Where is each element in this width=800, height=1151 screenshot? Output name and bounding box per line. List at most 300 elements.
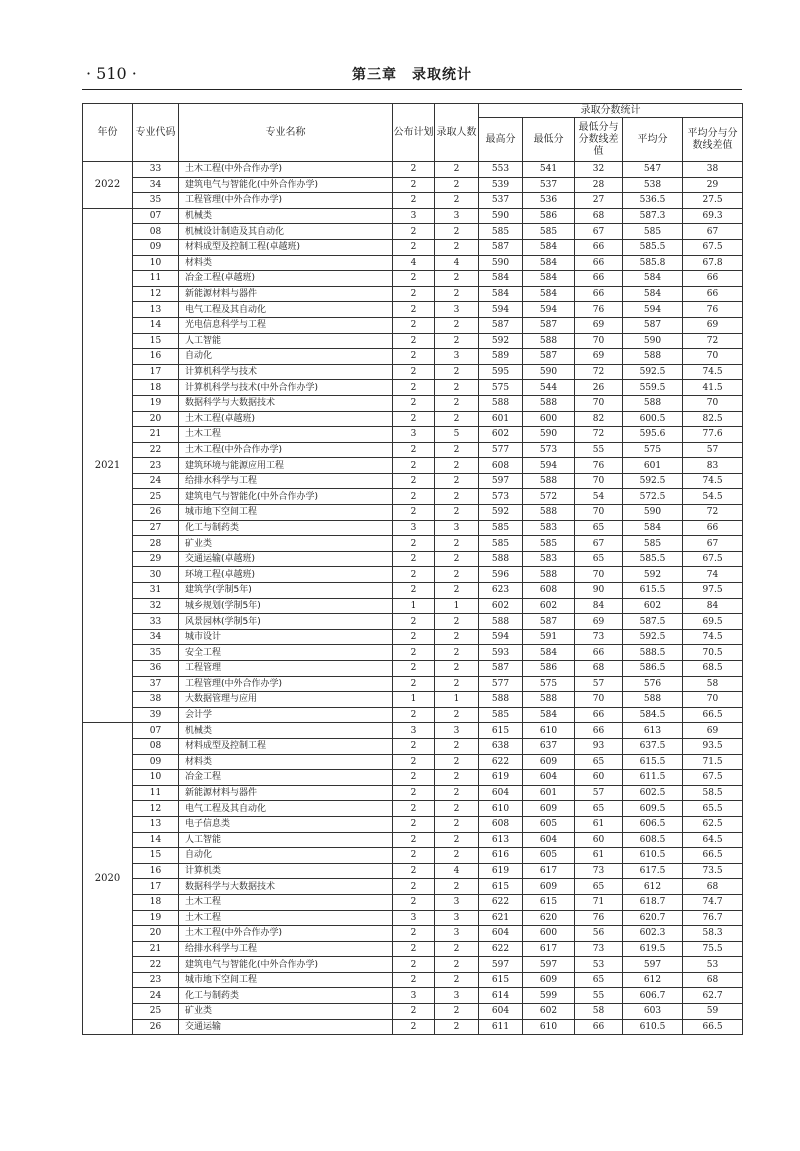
major-name: 会计学 <box>179 707 393 723</box>
header-name: 专业名称 <box>179 104 393 162</box>
admitted-count: 2 <box>435 629 479 645</box>
major-code: 12 <box>133 801 179 817</box>
major-code: 27 <box>133 520 179 536</box>
max-score: 584 <box>479 286 523 302</box>
avg-diff: 29 <box>683 177 743 193</box>
header-min-score: 最低分 <box>523 118 575 162</box>
max-score: 575 <box>479 380 523 396</box>
major-code: 25 <box>133 1004 179 1020</box>
max-score: 594 <box>479 629 523 645</box>
table-row <box>83 614 743 630</box>
max-score: 597 <box>479 957 523 973</box>
min-diff: 54 <box>575 489 623 505</box>
major-name: 数据科学与大数据技术 <box>179 879 393 895</box>
min-score: 585 <box>523 536 575 552</box>
max-score: 608 <box>479 816 523 832</box>
max-score: 621 <box>479 910 523 926</box>
major-name: 建筑电气与智能化(中外合作办学) <box>179 957 393 973</box>
max-score: 608 <box>479 458 523 474</box>
admitted-count: 2 <box>435 567 479 583</box>
major-code: 20 <box>133 411 179 427</box>
min-diff: 66 <box>575 239 623 255</box>
planned-count: 2 <box>393 926 435 942</box>
max-score: 588 <box>479 692 523 708</box>
page-number: · 510 · <box>86 64 137 83</box>
table-row <box>83 473 743 489</box>
avg-score: 608.5 <box>623 832 683 848</box>
avg-diff: 82.5 <box>683 411 743 427</box>
admitted-count: 3 <box>435 894 479 910</box>
planned-count: 2 <box>393 551 435 567</box>
major-code: 11 <box>133 271 179 287</box>
max-score: 613 <box>479 832 523 848</box>
max-score: 585 <box>479 224 523 240</box>
avg-score: 588 <box>623 692 683 708</box>
table-row <box>83 536 743 552</box>
min-diff: 60 <box>575 770 623 786</box>
max-score: 594 <box>479 302 523 318</box>
avg-score: 587.3 <box>623 208 683 224</box>
min-diff: 66 <box>575 645 623 661</box>
min-diff: 69 <box>575 317 623 333</box>
admitted-count: 1 <box>435 598 479 614</box>
admitted-count: 2 <box>435 317 479 333</box>
planned-count: 2 <box>393 661 435 677</box>
avg-score: 615.5 <box>623 754 683 770</box>
max-score: 595 <box>479 364 523 380</box>
avg-diff: 68.5 <box>683 661 743 677</box>
major-name: 建筑电气与智能化(中外合作办学) <box>179 489 393 505</box>
min-diff: 90 <box>575 583 623 599</box>
max-score: 592 <box>479 333 523 349</box>
avg-score: 584 <box>623 520 683 536</box>
header-avg-score: 平均分 <box>623 118 683 162</box>
planned-count: 2 <box>393 894 435 910</box>
table-row <box>83 661 743 677</box>
max-score: 588 <box>479 395 523 411</box>
major-code: 34 <box>133 177 179 193</box>
min-diff: 66 <box>575 707 623 723</box>
page-header <box>82 64 742 86</box>
major-name: 土木工程 <box>179 910 393 926</box>
avg-diff: 58.5 <box>683 785 743 801</box>
admitted-count: 2 <box>435 458 479 474</box>
admitted-count: 2 <box>435 380 479 396</box>
admitted-count: 3 <box>435 723 479 739</box>
avg-diff: 38 <box>683 162 743 178</box>
major-code: 19 <box>133 910 179 926</box>
planned-count: 2 <box>393 1019 435 1035</box>
max-score: 588 <box>479 551 523 567</box>
planned-count: 3 <box>393 520 435 536</box>
admission-statistics-table <box>82 103 743 1035</box>
avg-score: 588 <box>623 395 683 411</box>
avg-diff: 72 <box>683 333 743 349</box>
avg-diff: 66 <box>683 271 743 287</box>
min-score: 588 <box>523 567 575 583</box>
min-score: 605 <box>523 848 575 864</box>
max-score: 590 <box>479 255 523 271</box>
min-diff: 65 <box>575 520 623 536</box>
planned-count: 2 <box>393 473 435 489</box>
max-score: 614 <box>479 988 523 1004</box>
max-score: 573 <box>479 489 523 505</box>
table-row <box>83 832 743 848</box>
major-name: 给排水科学与工程 <box>179 941 393 957</box>
major-name: 计算机科学与技术 <box>179 364 393 380</box>
avg-diff: 66.5 <box>683 707 743 723</box>
major-code: 29 <box>133 551 179 567</box>
max-score: 587 <box>479 239 523 255</box>
table-row <box>83 317 743 333</box>
min-diff: 65 <box>575 972 623 988</box>
planned-count: 2 <box>393 567 435 583</box>
min-diff: 76 <box>575 302 623 318</box>
min-diff: 32 <box>575 162 623 178</box>
avg-score: 612 <box>623 972 683 988</box>
planned-count: 2 <box>393 832 435 848</box>
min-score: 601 <box>523 785 575 801</box>
major-code: 23 <box>133 972 179 988</box>
major-name: 工程管理 <box>179 661 393 677</box>
min-diff: 70 <box>575 567 623 583</box>
min-diff: 56 <box>575 926 623 942</box>
planned-count: 2 <box>393 1004 435 1020</box>
avg-score: 584.5 <box>623 707 683 723</box>
major-name: 风景园林(学制5年) <box>179 614 393 630</box>
major-name: 矿业类 <box>179 1004 393 1020</box>
major-code: 24 <box>133 473 179 489</box>
table-row <box>83 224 743 240</box>
max-score: 619 <box>479 863 523 879</box>
avg-score: 602.3 <box>623 926 683 942</box>
admitted-count: 2 <box>435 489 479 505</box>
min-score: 587 <box>523 317 575 333</box>
avg-score: 592.5 <box>623 364 683 380</box>
major-code: 13 <box>133 816 179 832</box>
planned-count: 2 <box>393 364 435 380</box>
planned-count: 2 <box>393 536 435 552</box>
min-score: 609 <box>523 879 575 895</box>
table-row <box>83 427 743 443</box>
avg-score: 595.6 <box>623 427 683 443</box>
planned-count: 2 <box>393 162 435 178</box>
planned-count: 3 <box>393 988 435 1004</box>
major-name: 新能源材料与器件 <box>179 286 393 302</box>
table-row <box>83 957 743 973</box>
min-diff: 65 <box>575 754 623 770</box>
avg-diff: 69.3 <box>683 208 743 224</box>
major-code: 30 <box>133 567 179 583</box>
avg-score: 547 <box>623 162 683 178</box>
avg-diff: 72 <box>683 505 743 521</box>
admitted-count: 2 <box>435 224 479 240</box>
planned-count: 2 <box>393 333 435 349</box>
table-row <box>83 770 743 786</box>
min-score: 573 <box>523 442 575 458</box>
planned-count: 2 <box>393 349 435 365</box>
avg-diff: 76 <box>683 302 743 318</box>
major-code: 25 <box>133 489 179 505</box>
avg-score: 538 <box>623 177 683 193</box>
min-diff: 61 <box>575 848 623 864</box>
major-code: 22 <box>133 957 179 973</box>
max-score: 584 <box>479 271 523 287</box>
admitted-count: 2 <box>435 536 479 552</box>
avg-diff: 74.7 <box>683 894 743 910</box>
min-diff: 73 <box>575 629 623 645</box>
avg-score: 602 <box>623 598 683 614</box>
min-diff: 76 <box>575 910 623 926</box>
header-admitted: 录取人数 <box>435 104 479 162</box>
major-code: 33 <box>133 162 179 178</box>
min-score: 572 <box>523 489 575 505</box>
avg-score: 617.5 <box>623 863 683 879</box>
major-code: 35 <box>133 645 179 661</box>
major-name: 土木工程(中外合作办学) <box>179 926 393 942</box>
major-name: 机械设计制造及其自动化 <box>179 224 393 240</box>
planned-count: 1 <box>393 692 435 708</box>
major-name: 工程管理(中外合作办学) <box>179 676 393 692</box>
major-name: 化工与制药类 <box>179 988 393 1004</box>
max-score: 587 <box>479 317 523 333</box>
avg-diff: 67.8 <box>683 255 743 271</box>
table-row <box>83 567 743 583</box>
table-row <box>83 801 743 817</box>
min-diff: 69 <box>575 349 623 365</box>
min-score: 609 <box>523 754 575 770</box>
major-name: 土木工程(中外合作办学) <box>179 162 393 178</box>
max-score: 577 <box>479 676 523 692</box>
max-score: 615 <box>479 723 523 739</box>
avg-diff: 62.5 <box>683 816 743 832</box>
planned-count: 2 <box>393 738 435 754</box>
admitted-count: 2 <box>435 1004 479 1020</box>
min-score: 615 <box>523 894 575 910</box>
planned-count: 2 <box>393 707 435 723</box>
min-score: 609 <box>523 801 575 817</box>
min-diff: 73 <box>575 941 623 957</box>
min-diff: 67 <box>575 536 623 552</box>
avg-diff: 27.5 <box>683 193 743 209</box>
avg-diff: 75.5 <box>683 941 743 957</box>
admitted-count: 2 <box>435 754 479 770</box>
avg-diff: 67.5 <box>683 239 743 255</box>
avg-score: 606.5 <box>623 816 683 832</box>
avg-score: 609.5 <box>623 801 683 817</box>
major-code: 09 <box>133 239 179 255</box>
table-row <box>83 738 743 754</box>
avg-score: 592 <box>623 567 683 583</box>
major-name: 工程管理(中外合作办学) <box>179 193 393 209</box>
table-row <box>83 286 743 302</box>
table-row <box>83 193 743 209</box>
min-score: 585 <box>523 224 575 240</box>
major-code: 11 <box>133 785 179 801</box>
admitted-count: 5 <box>435 427 479 443</box>
avg-diff: 76.7 <box>683 910 743 926</box>
major-name: 土木工程 <box>179 427 393 443</box>
avg-score: 613 <box>623 723 683 739</box>
avg-diff: 83 <box>683 458 743 474</box>
major-name: 土木工程(卓越班) <box>179 411 393 427</box>
avg-score: 587 <box>623 317 683 333</box>
major-name: 给排水科学与工程 <box>179 473 393 489</box>
table-row <box>83 442 743 458</box>
max-score: 597 <box>479 473 523 489</box>
min-score: 588 <box>523 692 575 708</box>
table-row <box>83 239 743 255</box>
planned-count: 2 <box>393 879 435 895</box>
avg-diff: 74 <box>683 567 743 583</box>
admitted-count: 2 <box>435 738 479 754</box>
admitted-count: 4 <box>435 255 479 271</box>
planned-count: 2 <box>393 489 435 505</box>
major-name: 城市设计 <box>179 629 393 645</box>
major-name: 城乡规划(学制5年) <box>179 598 393 614</box>
table-row <box>83 645 743 661</box>
min-score: 604 <box>523 770 575 786</box>
major-code: 17 <box>133 879 179 895</box>
min-diff: 93 <box>575 738 623 754</box>
min-score: 600 <box>523 926 575 942</box>
admitted-count: 2 <box>435 395 479 411</box>
min-score: 587 <box>523 349 575 365</box>
min-score: 617 <box>523 941 575 957</box>
planned-count: 3 <box>393 723 435 739</box>
table-row <box>83 1004 743 1020</box>
avg-diff: 69 <box>683 317 743 333</box>
major-code: 22 <box>133 442 179 458</box>
major-name: 新能源材料与器件 <box>179 785 393 801</box>
major-code: 21 <box>133 427 179 443</box>
planned-count: 2 <box>393 302 435 318</box>
table-row <box>83 863 743 879</box>
major-name: 人工智能 <box>179 832 393 848</box>
max-score: 602 <box>479 427 523 443</box>
major-name: 环境工程(卓越班) <box>179 567 393 583</box>
min-diff: 57 <box>575 676 623 692</box>
avg-score: 585.5 <box>623 551 683 567</box>
avg-diff: 74.5 <box>683 364 743 380</box>
min-diff: 69 <box>575 614 623 630</box>
min-score: 610 <box>523 723 575 739</box>
table-row <box>83 583 743 599</box>
min-diff: 60 <box>575 832 623 848</box>
planned-count: 2 <box>393 676 435 692</box>
avg-diff: 69.5 <box>683 614 743 630</box>
min-score: 584 <box>523 707 575 723</box>
avg-score: 575 <box>623 442 683 458</box>
max-score: 602 <box>479 598 523 614</box>
admitted-count: 4 <box>435 863 479 879</box>
max-score: 616 <box>479 848 523 864</box>
max-score: 615 <box>479 972 523 988</box>
admitted-count: 2 <box>435 286 479 302</box>
table-row <box>83 271 743 287</box>
table-row <box>83 177 743 193</box>
avg-diff: 93.5 <box>683 738 743 754</box>
year-cell: 2020 <box>83 723 133 1035</box>
admitted-count: 2 <box>435 177 479 193</box>
min-score: 602 <box>523 1004 575 1020</box>
major-code: 15 <box>133 848 179 864</box>
planned-count: 2 <box>393 458 435 474</box>
year-cell: 2021 <box>83 208 133 723</box>
table-row <box>83 894 743 910</box>
table-row <box>83 551 743 567</box>
min-diff: 70 <box>575 473 623 489</box>
planned-count: 2 <box>393 770 435 786</box>
planned-count: 2 <box>393 614 435 630</box>
table-row <box>83 848 743 864</box>
admitted-count: 2 <box>435 1019 479 1035</box>
major-code: 13 <box>133 302 179 318</box>
major-code: 37 <box>133 676 179 692</box>
avg-diff: 70 <box>683 349 743 365</box>
header-year: 年份 <box>83 104 133 162</box>
avg-score: 587.5 <box>623 614 683 630</box>
planned-count: 2 <box>393 785 435 801</box>
min-score: 587 <box>523 614 575 630</box>
avg-diff: 71.5 <box>683 754 743 770</box>
admitted-count: 3 <box>435 520 479 536</box>
avg-score: 586.5 <box>623 661 683 677</box>
major-code: 35 <box>133 193 179 209</box>
avg-score: 611.5 <box>623 770 683 786</box>
max-score: 604 <box>479 1004 523 1020</box>
avg-diff: 65.5 <box>683 801 743 817</box>
min-diff: 58 <box>575 1004 623 1020</box>
min-diff: 76 <box>575 458 623 474</box>
table-row <box>83 879 743 895</box>
min-diff: 65 <box>575 879 623 895</box>
avg-diff: 84 <box>683 598 743 614</box>
avg-diff: 57 <box>683 442 743 458</box>
header-min-diff: 最低分与分数线差值 <box>575 118 623 162</box>
table-row <box>83 162 743 178</box>
major-code: 20 <box>133 926 179 942</box>
min-score: 588 <box>523 473 575 489</box>
major-code: 07 <box>133 723 179 739</box>
major-code: 12 <box>133 286 179 302</box>
avg-diff: 68 <box>683 972 743 988</box>
avg-diff: 70.5 <box>683 645 743 661</box>
table-body <box>83 162 743 1035</box>
header-rule <box>82 89 742 90</box>
avg-diff: 58 <box>683 676 743 692</box>
planned-count: 2 <box>393 754 435 770</box>
min-score: 584 <box>523 645 575 661</box>
major-code: 17 <box>133 364 179 380</box>
major-code: 14 <box>133 317 179 333</box>
table-row <box>83 489 743 505</box>
max-score: 611 <box>479 1019 523 1035</box>
min-score: 608 <box>523 583 575 599</box>
min-score: 610 <box>523 1019 575 1035</box>
avg-score: 572.5 <box>623 489 683 505</box>
header-code: 专业代码 <box>133 104 179 162</box>
avg-diff: 64.5 <box>683 832 743 848</box>
avg-diff: 62.7 <box>683 988 743 1004</box>
table-row <box>83 395 743 411</box>
max-score: 596 <box>479 567 523 583</box>
major-code: 38 <box>133 692 179 708</box>
admitted-count: 2 <box>435 271 479 287</box>
min-score: 594 <box>523 458 575 474</box>
major-name: 土木工程 <box>179 894 393 910</box>
min-score: 583 <box>523 520 575 536</box>
